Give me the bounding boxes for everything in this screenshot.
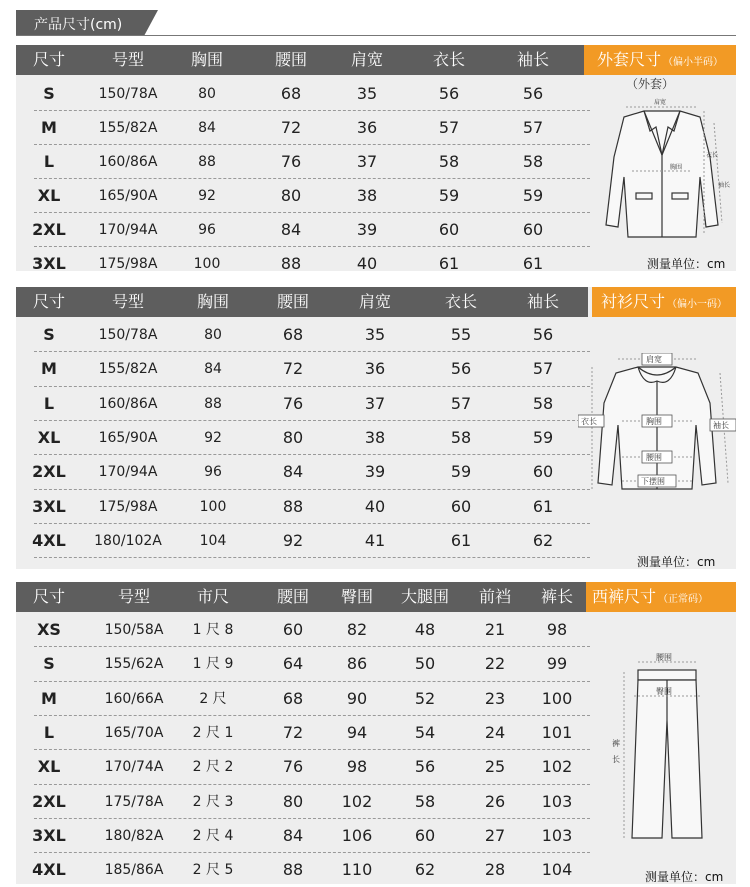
shirt-label-sub: （偏小一码） <box>667 299 727 310</box>
shirt-diagram-shoulder: 肩宽 <box>646 355 662 364</box>
shirt-cell-chest: 96 <box>204 464 222 481</box>
shirt-diagram-length: 衣长 <box>581 417 597 426</box>
table-row <box>16 853 588 887</box>
pants-cell-num: 103 <box>541 791 573 811</box>
pants-cell-num: 98 <box>546 620 568 639</box>
jacket-diagram-shoulder: 肩宽 <box>654 99 667 106</box>
shirt-cell-model: 160/86A <box>98 395 158 412</box>
shirt-header-sleeve: 袖长 <box>526 292 559 311</box>
pants-cell-num: 84 <box>282 825 304 845</box>
pants-cell-num: 52 <box>414 688 436 708</box>
pants-cell-num: 72 <box>282 722 304 742</box>
pants-header-chi: 市尺 <box>196 587 229 606</box>
jacket-diagram-chest: 胸围 <box>670 164 683 171</box>
jacket-cell-num: 56 <box>522 84 544 103</box>
shirt-cell-num: 72 <box>282 359 304 379</box>
jacket-cell-size: M <box>41 118 57 137</box>
jacket-cell-chest: 96 <box>198 222 216 238</box>
jacket-diagram <box>592 97 732 247</box>
pants-cell-chest: 2 尺 5 <box>192 862 234 879</box>
table-row <box>16 524 588 558</box>
table-row <box>16 247 588 281</box>
shirt-cell-num: 36 <box>364 359 386 379</box>
shirt-cell-num: 56 <box>532 325 554 344</box>
pants-diagram-length-1: 裤 <box>612 739 620 748</box>
pants-cell-model: 155/62A <box>104 656 164 673</box>
pants-cell-num: 60 <box>282 620 304 639</box>
jacket-header-model: 号型 <box>111 50 144 69</box>
shirt-header-model: 号型 <box>111 292 144 311</box>
jacket-cell-size: 3XL <box>32 254 66 273</box>
pants-cell-num: 60 <box>414 825 436 845</box>
shirt-cell-num: 61 <box>532 496 554 516</box>
shirt-cell-model: 165/90A <box>98 429 158 446</box>
pants-cell-num: 62 <box>414 860 436 880</box>
pants-diagram-waist: 腰围 <box>656 653 672 662</box>
table-row <box>16 213 588 247</box>
shirt-header-size: 尺寸 <box>32 292 65 311</box>
shirt-cell-size: 2XL <box>32 462 66 482</box>
shirt-cell-chest: 100 <box>199 498 227 515</box>
shirt-cell-num: 62 <box>532 530 554 550</box>
shirt-diagram-hem: 下摆围 <box>641 477 665 486</box>
table-row <box>16 352 588 386</box>
pants-cell-num: 90 <box>346 688 368 708</box>
shirt-cell-num: 68 <box>282 325 304 344</box>
shirt-cell-model: 175/98A <box>98 498 158 515</box>
shirt-cell-num: 59 <box>450 462 472 482</box>
shirt-cell-size: M <box>41 359 57 379</box>
title-tab-corner <box>144 10 158 36</box>
jacket-cell-num: 38 <box>356 186 378 205</box>
pants-cell-size: 3XL <box>32 825 66 845</box>
pants-cell-num: 101 <box>541 722 573 742</box>
pants-cell-num: 80 <box>282 791 304 811</box>
jacket-cell-chest: 92 <box>198 188 216 204</box>
pants-label-main: 西裤尺寸 <box>592 587 657 606</box>
shirt-cell-chest: 84 <box>204 361 222 378</box>
table-row <box>16 716 588 750</box>
shirt-cell-num: 92 <box>282 530 304 550</box>
jacket-cell-num: 56 <box>438 84 460 103</box>
shirt-header-shoulder: 肩宽 <box>358 292 391 311</box>
pants-cell-chest: 2 尺 4 <box>192 827 234 844</box>
jacket-size-label <box>584 45 736 75</box>
jacket-cell-num: 57 <box>522 118 544 137</box>
pants-header-hip: 臀围 <box>340 587 373 606</box>
page-title: 产品尺寸(cm) <box>34 17 123 33</box>
pants-cell-chest: 1 尺 8 <box>192 622 234 638</box>
pants-cell-size: XS <box>37 620 61 639</box>
pants-cell-model: 165/70A <box>104 724 164 741</box>
pants-diagram-length-2: 长 <box>612 755 620 764</box>
pants-cell-num: 28 <box>484 860 506 880</box>
jacket-cell-size: S <box>43 84 55 103</box>
jacket-cell-num: 40 <box>356 254 378 273</box>
pants-cell-model: 170/74A <box>104 759 164 776</box>
pants-cell-num: 98 <box>346 757 368 777</box>
pants-cell-chest: 2 尺 3 <box>192 793 234 810</box>
pants-cell-num: 27 <box>484 825 506 845</box>
pants-cell-num: 99 <box>546 654 568 674</box>
pants-diagram-hip: 臀围 <box>656 687 672 696</box>
jacket-header-sleeve: 袖长 <box>516 50 549 69</box>
shirt-cell-num: 40 <box>364 496 386 516</box>
pants-cell-num: 86 <box>346 654 368 674</box>
shirt-cell-num: 58 <box>450 427 472 447</box>
shirt-cell-chest: 92 <box>204 429 222 446</box>
shirt-cell-num: 61 <box>450 530 472 550</box>
table-row <box>16 179 588 213</box>
pants-cell-num: 25 <box>484 757 506 777</box>
shirt-cell-size: L <box>43 393 55 413</box>
pants-header-size: 尺寸 <box>32 587 65 606</box>
pants-cell-num: 21 <box>484 620 506 639</box>
shirt-cell-size: 3XL <box>32 496 66 516</box>
shirt-cell-num: 57 <box>450 393 472 413</box>
shirt-cell-num: 58 <box>532 393 554 413</box>
table-row <box>16 490 588 524</box>
pants-label-sub: （正常码） <box>658 594 709 605</box>
jacket-cell-num: 58 <box>438 152 460 171</box>
pants-cell-num: 58 <box>414 791 436 811</box>
jacket-diagram-caption: （外套） <box>626 77 675 91</box>
jacket-diagram-sleeve: 袖长 <box>718 182 731 189</box>
jacket-cell-size: XL <box>37 186 61 205</box>
jacket-cell-model: 155/82A <box>98 120 158 136</box>
jacket-cell-model: 175/98A <box>98 256 158 272</box>
table-row <box>16 785 588 819</box>
shirt-header-chest: 胸围 <box>196 292 229 311</box>
jacket-cell-chest: 100 <box>193 256 221 272</box>
pants-cell-num: 102 <box>341 791 373 811</box>
shirt-cell-size: S <box>43 325 55 344</box>
jacket-cell-num: 68 <box>280 84 302 103</box>
shirt-cell-num: 39 <box>364 462 386 482</box>
shirt-cell-num: 80 <box>282 427 304 447</box>
page-title-tab <box>16 10 156 36</box>
shirt-cell-size: 4XL <box>32 530 66 550</box>
pants-cell-model: 185/86A <box>104 862 164 879</box>
pants-cell-num: 26 <box>484 791 506 811</box>
pants-cell-num: 54 <box>414 722 436 742</box>
jacket-cell-size: 2XL <box>32 220 66 239</box>
pants-cell-model: 175/78A <box>104 793 164 810</box>
shirt-cell-model: 155/82A <box>98 361 158 378</box>
pants-size-section <box>16 582 736 884</box>
jacket-cell-num: 37 <box>356 152 378 171</box>
shirt-cell-num: 38 <box>364 427 386 447</box>
shirt-unit-note: 测量单位：cm <box>637 555 716 569</box>
shirt-cell-num: 57 <box>532 359 554 379</box>
shirt-cell-num: 59 <box>532 427 554 447</box>
pants-cell-size: L <box>43 722 55 742</box>
shirt-diagram-chest: 胸围 <box>646 417 662 426</box>
pants-cell-num: 68 <box>282 688 304 708</box>
shirt-diagram <box>578 353 736 503</box>
pants-cell-num: 48 <box>414 620 436 639</box>
jacket-header-length: 衣长 <box>432 50 465 69</box>
jacket-header-size: 尺寸 <box>32 50 65 69</box>
pants-cell-num: 110 <box>341 860 373 880</box>
table-row <box>16 682 588 716</box>
shirt-diagram-sleeve: 袖长 <box>713 421 729 430</box>
jacket-cell-num: 88 <box>280 254 302 273</box>
pants-cell-num: 94 <box>346 722 368 742</box>
pants-header-waist: 腰围 <box>276 587 309 606</box>
shirt-header-waist: 腰围 <box>276 292 309 311</box>
shirt-size-label <box>592 287 736 317</box>
jacket-cell-num: 61 <box>522 254 544 273</box>
shirt-cell-chest: 104 <box>199 532 227 549</box>
jacket-label-main: 外套尺寸 <box>596 50 661 69</box>
shirt-cell-chest: 88 <box>204 395 222 412</box>
pants-cell-num: 22 <box>484 654 506 674</box>
jacket-cell-num: 36 <box>356 118 378 137</box>
table-row <box>16 77 588 111</box>
pants-cell-num: 23 <box>484 688 506 708</box>
pants-cell-num: 104 <box>541 860 573 880</box>
jacket-size-section <box>16 45 736 271</box>
shirt-header-length: 衣长 <box>444 292 477 311</box>
jacket-header-waist: 腰围 <box>274 50 307 69</box>
jacket-cell-num: 61 <box>438 254 460 273</box>
table-row <box>16 145 588 179</box>
table-row <box>16 455 588 489</box>
pants-cell-size: 2XL <box>32 791 66 811</box>
pants-cell-num: 106 <box>341 825 373 845</box>
jacket-cell-num: 60 <box>522 220 544 239</box>
jacket-cell-chest: 80 <box>198 86 216 102</box>
pants-cell-num: 88 <box>282 860 304 880</box>
jacket-cell-model: 170/94A <box>98 222 158 238</box>
pants-cell-model: 180/82A <box>104 827 164 844</box>
pants-cell-num: 50 <box>414 654 436 674</box>
pants-cell-chest: 1 尺 9 <box>192 656 234 673</box>
pants-header-model: 号型 <box>117 587 150 606</box>
pants-cell-num: 100 <box>541 688 573 708</box>
pants-cell-num: 103 <box>541 825 573 845</box>
jacket-cell-size: L <box>43 152 55 171</box>
shirt-cell-size: XL <box>37 427 61 447</box>
shirt-table-header <box>16 287 588 317</box>
jacket-cell-num: 72 <box>280 118 302 137</box>
jacket-cell-num: 80 <box>280 186 302 205</box>
pants-cell-chest: 2 尺 2 <box>192 759 234 776</box>
shirt-cell-num: 37 <box>364 393 386 413</box>
shirt-cell-num: 41 <box>364 530 386 550</box>
jacket-cell-chest: 84 <box>198 120 216 136</box>
jacket-cell-num: 60 <box>438 220 460 239</box>
pants-cell-size: XL <box>37 757 61 777</box>
jacket-cell-model: 160/86A <box>98 154 158 170</box>
pants-cell-num: 64 <box>282 654 304 674</box>
shirt-cell-num: 84 <box>282 462 304 482</box>
pants-cell-size: M <box>41 688 57 708</box>
jacket-header-shoulder: 肩宽 <box>350 50 383 69</box>
shirt-cell-chest: 80 <box>204 327 222 343</box>
table-row <box>16 421 588 455</box>
jacket-table-header <box>16 45 588 75</box>
pants-diagram <box>610 650 720 846</box>
pants-cell-num: 76 <box>282 757 304 777</box>
table-row <box>16 111 588 145</box>
jacket-unit-note: 测量单位：cm <box>647 257 726 271</box>
pants-cell-model: 160/66A <box>104 690 164 707</box>
jacket-label-sub: （偏小半码） <box>663 57 723 68</box>
pants-cell-num: 24 <box>484 722 506 742</box>
jacket-cell-num: 39 <box>356 220 378 239</box>
jacket-cell-num: 59 <box>522 186 544 205</box>
shirt-cell-num: 56 <box>450 359 472 379</box>
table-row <box>16 613 588 647</box>
row-separator <box>34 557 590 558</box>
pants-unit-note: 测量单位：cm <box>645 870 724 884</box>
shirt-cell-num: 35 <box>364 325 386 344</box>
pants-cell-model: 150/58A <box>104 622 164 638</box>
jacket-diagram-length: 衣长 <box>706 152 719 159</box>
pants-table-header <box>16 582 590 612</box>
pants-header-length: 裤长 <box>540 587 573 606</box>
pants-cell-size: 4XL <box>32 860 66 880</box>
jacket-header-chest: 胸围 <box>190 50 223 69</box>
pants-cell-chest: 2 尺 1 <box>192 724 234 741</box>
shirt-cell-num: 55 <box>450 325 472 344</box>
shirt-cell-num: 60 <box>532 462 554 482</box>
jacket-cell-num: 35 <box>356 84 378 103</box>
shirt-diagram-waist: 腰围 <box>646 453 662 462</box>
shirt-cell-num: 60 <box>450 496 472 516</box>
jacket-cell-num: 76 <box>280 152 302 171</box>
table-row <box>16 750 588 784</box>
shirt-cell-model: 170/94A <box>98 464 158 481</box>
table-row <box>16 387 588 421</box>
pants-size-label <box>586 582 736 612</box>
pants-cell-num: 82 <box>346 620 368 639</box>
shirt-cell-num: 76 <box>282 393 304 413</box>
pants-header-rise: 前裆 <box>478 587 511 606</box>
jacket-cell-model: 165/90A <box>98 188 158 204</box>
jacket-cell-model: 150/78A <box>98 86 158 102</box>
jacket-cell-chest: 88 <box>198 154 216 170</box>
shirt-cell-model: 150/78A <box>98 327 158 343</box>
pants-cell-num: 56 <box>414 757 436 777</box>
table-row <box>16 647 588 681</box>
table-row <box>16 819 588 853</box>
pants-cell-num: 102 <box>541 757 573 777</box>
pants-cell-chest: 2 尺 <box>199 690 227 707</box>
jacket-cell-num: 84 <box>280 220 302 239</box>
jacket-cell-num: 59 <box>438 186 460 205</box>
table-row <box>16 318 588 352</box>
jacket-cell-num: 58 <box>522 152 544 171</box>
jacket-cell-num: 57 <box>438 118 460 137</box>
shirt-label-main: 衬衫尺寸 <box>600 292 665 311</box>
pants-header-thigh: 大腿围 <box>400 587 449 606</box>
shirt-cell-model: 180/102A <box>94 532 162 549</box>
pants-cell-size: S <box>43 654 55 674</box>
title-divider <box>16 35 736 36</box>
shirt-cell-num: 88 <box>282 496 304 516</box>
shirt-size-section <box>16 287 736 569</box>
